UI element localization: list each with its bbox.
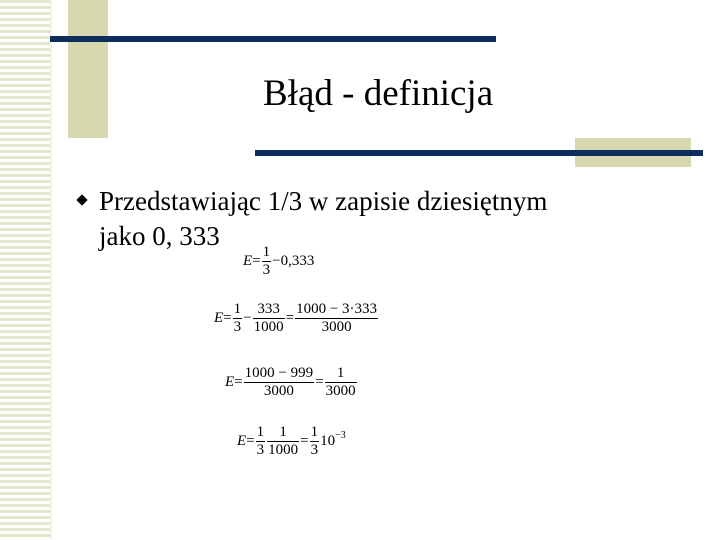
eq4-f1-num: 1 <box>256 424 265 440</box>
eq1-rest: −0,333 <box>272 252 315 269</box>
equation-4 <box>237 424 346 459</box>
bullet-line-2: jako 0, 333 <box>99 221 220 251</box>
eq2-fraction-2 <box>253 301 285 336</box>
equation-3 <box>225 365 358 400</box>
eq2-equals-2: = <box>285 309 295 326</box>
title-rule-bottom <box>255 150 703 156</box>
eq4-fraction-1 <box>256 424 266 459</box>
eq4-f2-num: 1 <box>279 424 287 440</box>
eq2-f2-den: 1000 <box>253 319 284 335</box>
eq4-fraction-3 <box>310 424 320 459</box>
eq3-equals-2: = <box>315 373 324 390</box>
eq2-lhs: E <box>214 309 224 326</box>
eq4-fraction-2 <box>267 424 299 459</box>
eq2-f1-den: 3 <box>233 319 242 335</box>
diamond-bullet-icon <box>76 194 87 205</box>
eq2-f1-num: 1 <box>233 301 242 317</box>
eq2-minus: − <box>243 309 252 326</box>
equation-2 <box>214 301 379 336</box>
eq3-fraction-2 <box>325 365 357 400</box>
eq4-f3-num: 1 <box>310 424 319 440</box>
eq1-equals: = <box>252 252 261 269</box>
eq4-equals: = <box>246 432 255 449</box>
eq3-f1-num: 1000 − 999 <box>244 365 314 381</box>
eq3-equals: = <box>234 373 243 390</box>
eq2-f3-den: 3000 <box>295 318 378 336</box>
eq4-lhs: E <box>237 432 247 449</box>
eq2-equals: = <box>223 309 232 326</box>
accent-block-left <box>68 0 108 138</box>
eq4-exponent: −3 <box>335 429 346 441</box>
eq3-f1-den: 3000 <box>244 382 314 400</box>
eq4-f2-den: 1000 <box>268 442 299 458</box>
slide-title: Błąd - definicja <box>263 73 494 114</box>
eq3-fraction-1 <box>244 365 314 400</box>
eq4-f1-den: 3 <box>256 442 265 458</box>
bullet-text <box>99 184 547 254</box>
eq3-lhs: E <box>225 373 235 390</box>
sidebar-edge <box>50 0 52 540</box>
eq2-fraction-3 <box>295 301 378 336</box>
striped-sidebar <box>0 0 50 540</box>
title-rule-top <box>50 36 496 42</box>
eq1-num: 1 <box>262 244 271 260</box>
equation-1 <box>243 244 314 279</box>
eq1-fraction <box>262 244 272 279</box>
eq2-f3-num: 1000 − 3·333 <box>296 301 378 317</box>
eq4-base: 10 <box>320 432 336 449</box>
eq4-f3-den: 3 <box>310 442 319 458</box>
eq1-lhs: E <box>243 252 253 269</box>
eq3-f2-num: 1 <box>336 365 345 381</box>
bullet-line-1: Przedstawiając 1/3 w zapisie dziesiętnym <box>99 186 548 216</box>
eq2-fraction-1 <box>233 301 243 336</box>
eq2-f2-num: 333 <box>257 301 280 317</box>
eq3-f2-den: 3000 <box>325 383 356 399</box>
eq1-den: 3 <box>262 262 271 278</box>
eq4-equals-2: = <box>300 432 309 449</box>
